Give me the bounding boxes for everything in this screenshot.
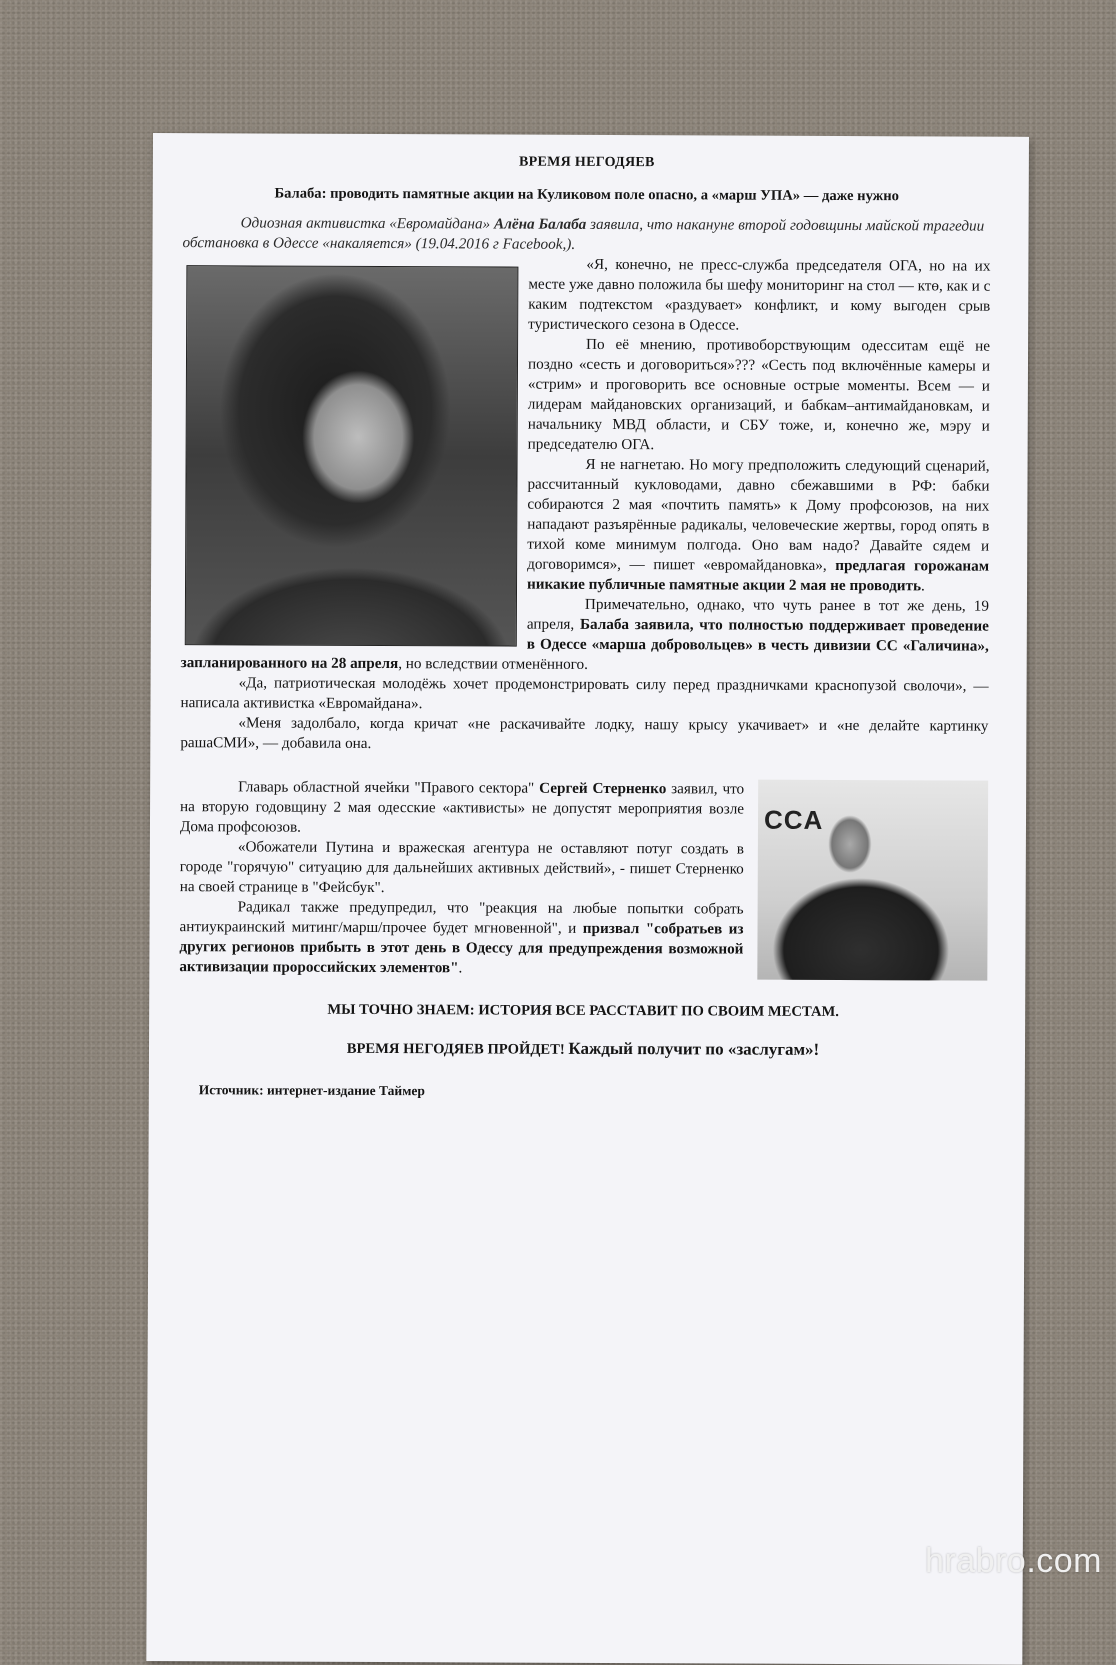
footer-line-1: МЫ ТОЧНО ЗНАЕМ: ИСТОРИЯ ВСЕ РАССТАВИТ ПО СВОИМ МЕСТАМ.: [327, 1001, 839, 1021]
article-lead: Одиозная активистка «Евромайдана» Алёна Балаба заявила, что накануне второй годовщины майской трагедии обстановка в Одессе «накаляется» (19.04.2016 г Facebook,).: [182, 214, 985, 253]
footer-line-2: ВРЕМЯ НЕГОДЯЕВ ПРОЙДЕТ! Каждый получит по «заслугам»!: [346, 1038, 820, 1059]
article: [179, 151, 991, 1104]
man-portrait-photo: [757, 780, 988, 981]
paragraph-1: «Я, конечно, не пресс-служба председателя ОГА, но на их месте уже давно положила бы шефу мониторинг на стол — ктө, как и с каким подтекстом «раздувает» конфликт, и кому выгоден срыв туристического сезона в Одессе.: [528, 255, 991, 334]
watermark: hrabro.com: [925, 1542, 1102, 1580]
section2-paragraph-1: Главарь областной ячейки "Правого сектора" Сергей Стерненко заявил, что на вторую годовщину 2 мая одесские «активисты» не допустят мероприятия возле Дома профсоюзов.: [179, 778, 745, 836]
source-line: Источник: интернет-издание Таймер: [198, 1082, 425, 1099]
paragraph-5: «Да, патриотическая молодёжь хочет продемонстрировать силу перед праздничками краснопузой сволочи», — написала активистка «Евромайдана».: [180, 674, 989, 713]
paragraph-3: Я не нагнетаю. Но могу предположить следующий сценарий, рассчитанный кукловодами, давно сбежавшими в РФ: бабки собираются 2 мая «почтить память» к Дому профсоюзов, на них нападают разъярённые радикалы, человеческие жертвы, город опять в тихой коме минимум полгода. Оно вам надо? Давайте сядем и договоримся», — пишет «евромайдановка», предлагая горожанам никакие публичные памятные акции 2 мая не проводить.: [526, 455, 990, 595]
leaflet-sheet: [146, 133, 1029, 1665]
section2-paragraph-2: «Обожатели Путина и вражеская агентура не оставляют потуг создать в городе "горячую" ситуацию для дальнейших активных действий», - пишет Стерненко на своей странице в "Фейсбук".: [179, 838, 744, 897]
woman-portrait-photo: [185, 265, 519, 646]
article-subtitle: Балаба: проводить памятные акции на Куликовом поле опасно, а «марш УПА» — даже нужно: [274, 185, 900, 205]
paragraph-2: По её мнению, противоборствующим одесситам ещё не поздно «сесть и договориться»??? «Сесть под включённые камеры и «стрим» и проговорить все основные острые моменты. Всем — и лидерам майдановских организаций, и бабкам–антимайдановкам, и начальнику МВД области, и СБУ тоже, и, конечно же, мэру и председателю ОГА.: [527, 335, 991, 454]
paragraph-6: «Меня задолбало, когда кричат «не раскачивайте лодку, нашу крысу укачивает» и «не делайте картинку рашаСМИ», — добавила она.: [180, 714, 989, 752]
paragraph-4: Примечательно, однако, что чуть ранее в тот же день, 19 апреля, Балаба заявила, что полностью поддерживает проведение в Одессе «марша добровольцев» в честь дивизии СС «Галичина», запланированного на 28 апреля, но вследствии отменённого.: [180, 595, 989, 673]
second-section: [179, 777, 988, 981]
photo-logo: CCA: [763, 804, 824, 835]
section2-paragraph-3: Радикал также предупредил, что "реакция на любые попытки собрать антиукраинский митинг/марш/прочее будет мгновенной", и призвал "собратьев из других регионов прибыть в этот день в Одессу для предупреждения возможной активизации пророссийских элементов".: [179, 898, 744, 977]
article-title: ВРЕМЯ НЕГОДЯЕВ: [519, 154, 655, 171]
